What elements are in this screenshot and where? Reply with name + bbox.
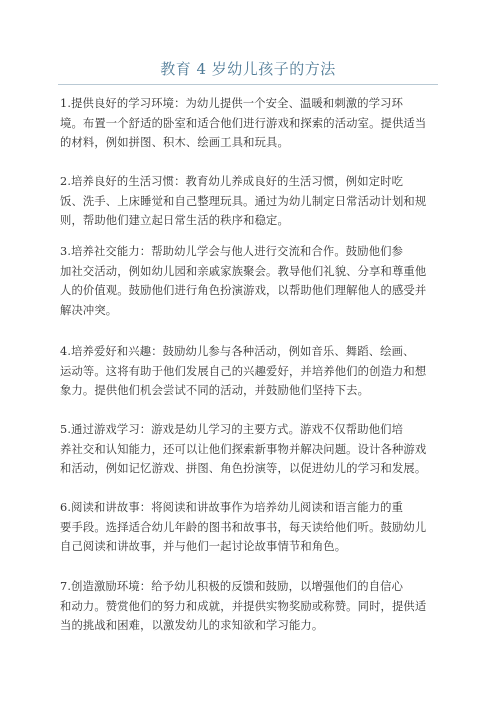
paragraph-4: 4.培养爱好和兴趣：鼓励幼儿参与各种活动，例如音乐、舞蹈、绘画、 运动等。这将有助于他们发展自己的兴趣爱好，并培养他们的创造力和想 象力。提供他们机会尝试不同的活动，并鼓励他们坚持下去。	[60, 345, 427, 397]
paragraph-3: 3.培养社交能力：帮助幼儿学会与他人进行交流和合作。鼓励他们参 加社交活动，例如幼儿园和亲戚家族聚会。教导他们礼貌、分享和尊重他 人的价值观。鼓励他们进行角色扮演游戏，以帮助他们理解他人的感受并 解决冲突。	[60, 245, 427, 317]
paragraph-5: 5.通过游戏学习：游戏是幼儿学习的主要方式。游戏不仅帮助他们培 养社交和认知能力，还可以让他们探索新事物并解决问题。设计各种游戏 和活动，例如记忆游戏、拼图、角色扮演等，以促进幼儿的学习和发展。	[60, 423, 427, 475]
paragraph-7: 7.创造激励环境：给予幼儿积极的反馈和鼓励，以增强他们的自信心 和动力。赞赏他们的努力和成就，并提供实物奖励或称赞。同时，提供适 当的挑战和困难，以激发幼儿的求知欲和学习能力。	[60, 580, 427, 632]
paragraph-2: 2.培养良好的生活习惯：教育幼儿养成良好的生活习惯，例如定时吃 饭、洗手、上床睡觉和自己整理玩具。通过为幼儿制定日常活动计划和规 则，帮助他们建立起日常生活的秩序和稳定。	[60, 175, 427, 227]
paragraph-6: 6.阅读和讲故事：将阅读和讲故事作为培养幼儿阅读和语言能力的重 要手段。选择适合幼儿年龄的图书和故事书，每天读给他们听。鼓励幼儿 自己阅读和讲故事，并与他们一起讨论故事情节和角色。	[60, 501, 427, 553]
title-divider	[58, 84, 438, 85]
document-title: 教育 4 岁幼儿孩子的方法	[160, 60, 336, 78]
paragraph-1: 1.提供良好的学习环境：为幼儿提供一个安全、温暖和刺激的学习环 境。布置一个舒适的卧室和适合他们进行游戏和探索的活动室。提供适当 的材料，例如拼图、积木、绘画工具和玩具。	[60, 97, 427, 149]
